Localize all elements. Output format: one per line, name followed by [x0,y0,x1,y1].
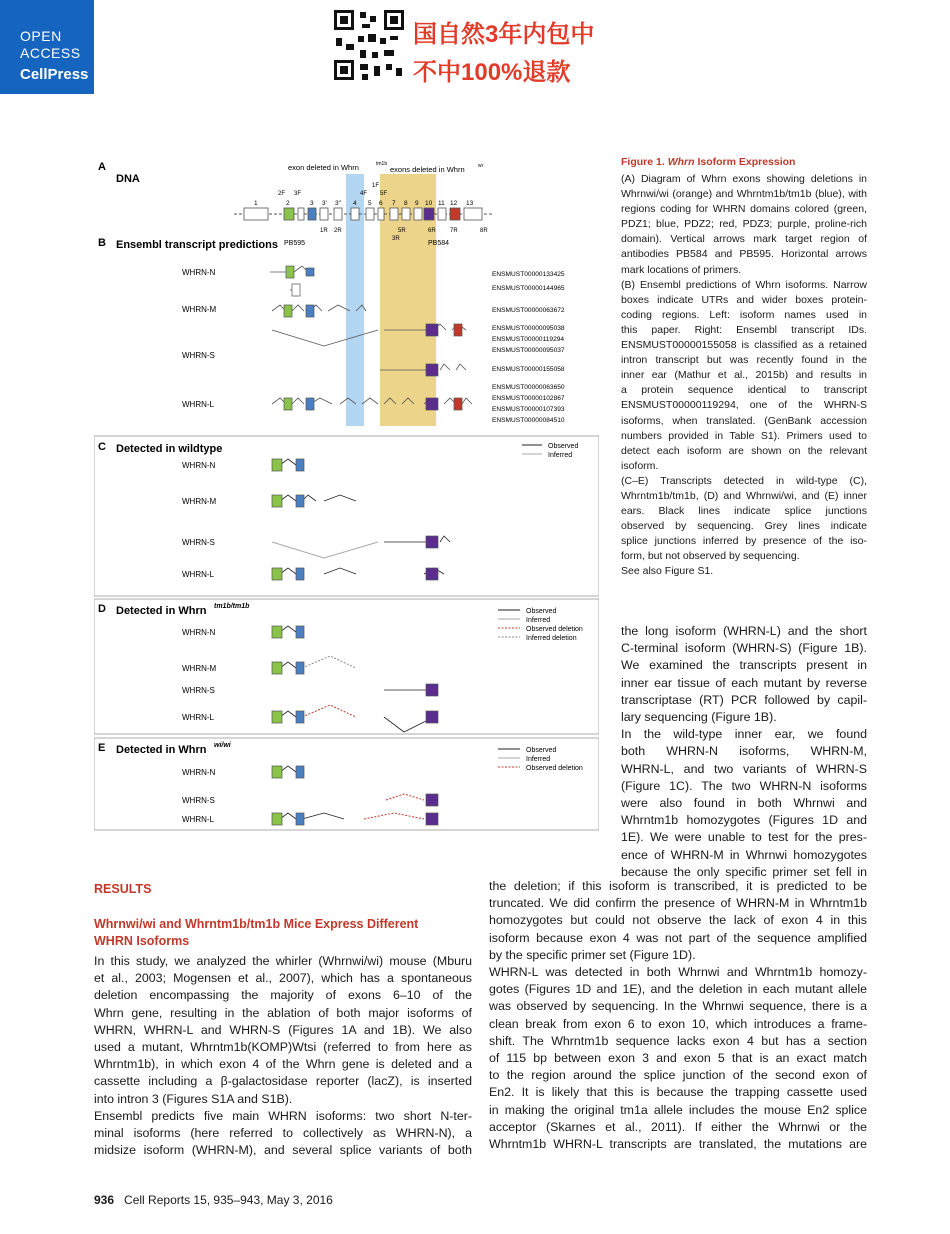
rtop-line: transcriptase (RT) PCR followed by capil- [621,692,867,707]
isoform-c-l: WHRN-L [182,570,214,579]
cap-line: (B) Ensembl predictions of Whrn isoforms. Narrow [621,278,867,291]
cap-line: Whrntm1b/tm1b, (D) and Whrnwi/wi, and (E) inner [621,489,867,502]
primer-5r: 5R [398,228,406,234]
dna-exon-8 [402,208,410,220]
antibody-pb584: PB584 [428,240,450,247]
cap-line: splice junctions inferred by presence of the iso- [621,535,867,548]
b-l-exon-10 [426,398,438,410]
page-footer [94,1193,333,1207]
primer-6r: 6R [428,228,436,234]
isoform-b-s: WHRN-S [182,351,215,360]
panel-letter-d: D [98,603,106,615]
dna-exon-4 [351,208,359,220]
band-sup-tm1b: tm1b [376,161,388,167]
rtop-line: ence of WHRN-M in Whrnwi homozygotes [621,847,867,862]
e-n-junctions [280,766,296,772]
cap-line: ENSMUST00000155058 is classified as a retained [621,339,867,352]
cap-line: boxes indicate UTRs and wider boxes protein- [621,293,867,306]
dna-exon-13 [464,208,482,220]
rbot-line: WHRN-L was detected in both Whrnwi and Whrntm1b homozy- [489,965,867,980]
rbot-line: shift. The Whrntm1b sequence lacks exon 4 but has a section [489,1033,867,1048]
cap-line: (C–E) Transcripts detected in wild-type (C), [621,474,867,487]
cap-line: ears. Black lines indicate splice junctions [621,505,867,518]
ensembl-id-5: ENSMUST00000119294 [492,336,565,343]
primer-2f: 2F [278,191,286,197]
b-s2-exon-10 [426,364,438,376]
legend-c-inferred: Inferred [548,452,573,459]
c-s-junctions [384,536,450,542]
exon-num-12: 12 [450,200,458,207]
ensembl-id-6: ENSMUST00000095037 [492,347,565,354]
cap-line: PDZ1; blue, PDZ2; red, PDZ3; purple, proline-rich [621,218,867,231]
dna-exon-1 [244,208,268,220]
e-l-junctions [280,813,344,819]
d-m-exon-2 [272,662,282,674]
isoform-e-s: WHRN-S [182,796,215,805]
b-l-exon-2 [284,398,292,410]
figure-1 [94,152,599,832]
isoform-b-l: WHRN-L [182,400,214,409]
exon-num-10: 10 [425,200,433,207]
d-n-exon-2 [272,626,282,638]
legend-e-inferred: Inferred [526,756,551,763]
access-label: ACCESS [20,45,81,61]
lbody-line: cassette including a β-galactosidase reporter (lacZ), is inserted [94,1074,472,1089]
legend-d-infdel: Inferred deletion [526,635,577,642]
panel-letter-a: A [98,161,106,173]
c-m-exon-2 [272,495,282,507]
panel-title-ensembl: Ensembl transcript predictions [116,239,278,251]
c-l-exon-3 [296,568,304,580]
panel-letter-c: C [98,441,106,453]
isoform-d-n: WHRN-N [182,628,216,637]
figure-caption [621,172,867,580]
primer-8r: 8R [480,228,488,234]
lbody-line: used a mutant, Whrntm1b(KOMP)Wtsi (referred to from here as [94,1040,472,1055]
cap-line: coding regions. Left: isoform names used in [621,308,867,321]
legend-c-observed: Observed [548,443,579,450]
rbot-line: clean break from exon 6 to exon 10, which introduces a frame- [489,1016,867,1031]
d-n-exon-3 [296,626,304,638]
primer-5f: 5F [380,191,388,197]
body-left [94,953,472,1159]
exon-num-5: 5 [368,200,372,207]
body-right-bottom [489,878,867,1153]
isoform-c-m: WHRN-M [182,497,217,506]
b-s-exon-10 [426,324,438,336]
section-subheading: Whrnwi/wi and Whrntm1b/tm1b Mice Express Different WHRN Isoforms [94,917,419,948]
dna-exon-3pp [334,208,342,220]
rbot-line: homozygotes but could not observe the lack of exon 4 in this [489,913,867,928]
cap-line: numbers provided in Table S1). Primers used to [621,429,867,442]
dna-exon-3 [308,208,316,220]
ensembl-id-3: ENSMUST00000063672 [492,307,565,314]
primer-2r: 2R [334,228,342,234]
cap-line: isoform. [621,459,659,472]
ensembl-id-9: ENSMUST00000102867 [492,395,565,402]
exon-num-7: 7 [392,200,396,207]
cap-line: observed by sequencing. Grey lines indicate [621,520,867,533]
open-label: OPEN [20,28,62,44]
open-access-badge [0,0,94,94]
rbot-line: En2. It is likely that this is because the trapping cassette used [489,1085,867,1100]
panel-title-dna: DNA [116,173,140,185]
rtop-line: C-terminal isoform (WHRN-S) (Figure 1B). [621,641,867,656]
c-m-exon-3 [296,495,304,507]
rtop-line: We examined the transcripts present in [621,658,867,673]
results-heading: RESULTS [94,882,152,896]
antibody-pb595: PB595 [284,240,306,247]
e-n-exon-2 [272,766,282,778]
cap-line: form, but not observed by sequencing. [621,550,800,563]
panel-title-wildtype: Detected in wildtype [116,443,223,455]
cap-line: mark locations of primers. [621,263,742,276]
lbody-line: minal isoforms (here referred to collectively as WHRN-N), a [94,1126,472,1141]
cap-line: detect each isoform are shown on the relevant [621,444,867,457]
exon-num-11: 11 [438,200,445,207]
panel-sup-tm1b: tm1b/tm1b [214,603,250,610]
rtop-line: were also found in both Whrnwi and [621,796,867,811]
lbody-line: In this study, we analyzed the whirler (Whrnwi/wi) mouse (Mburu [94,954,472,968]
rtop-line: because the only specific primer set fell in [621,864,867,879]
panel-title-tm1b: Detected in Whrn [116,605,207,617]
exon-num-6: 6 [379,200,383,207]
d-n-junctions [280,626,296,632]
exon-num-4: 4 [353,200,357,207]
ensembl-id-8: ENSMUST00000063650 [492,384,565,391]
lbody-line: midsize isoform (WHRN-M), and several splice variants of both [94,1143,472,1158]
band-label-tm1b: exon deleted in Whrn [288,163,359,172]
primer-3r: 3R [392,236,400,242]
legend-e-observed: Observed [526,747,557,754]
cap-line: ENSMUST00000119294, one of the WHRN-S [621,399,867,412]
ensembl-id-4: ENSMUST00000095038 [492,325,565,332]
panel-c-frame [94,436,599,596]
ad-line-1: 国自然3年内包中 [413,21,595,48]
lbody-line: et al., 2003; Mogensen et al., 2007), which has a spontaneous [94,971,472,986]
rbot-line: truncated. We did confirm the presence of WHRN-M in Whrntm1b [489,896,867,911]
publisher-logo: CellPress [20,66,89,83]
rtop-line: the long isoform (WHRN-L) and the short [621,624,867,638]
panel-d-frame [94,599,599,734]
panel-sup-wi: wi/wi [214,742,231,749]
rbot-line: isoform because exon 4 was not part of the sequence amplified [489,930,867,945]
cap-line: See also Figure S1. [621,565,714,578]
rbot-line: to the region around the splice junction of the second exon of [489,1068,867,1083]
dna-exon-3p [320,208,328,220]
rbot-line: in making the original tm1a allele includes the mouse En2 splice [489,1102,867,1117]
e-s-exon-10 [426,794,438,806]
rtop-line: Whrntm1b homozygotes (Figures 1D and [621,813,867,828]
lbody-line: Ensembl predicts five main WHRN isoforms: two short N-ter- [94,1108,472,1123]
primer-3f: 3F [294,191,302,197]
legend-d-obsdel: Observed deletion [526,626,583,633]
c-l-junctions [280,568,444,574]
dna-exon-12 [450,208,460,220]
journal-citation: Cell Reports 15, 935–943, May 3, 2016 [124,1193,333,1207]
panel-title-wi: Detected in Whrn [116,744,207,756]
cap-line: inner ear (Mathur et al., 2015b) and results in [621,369,867,382]
rtop-line: inner ear tissue of each mutant by reverse [621,675,867,690]
d-m-exon-3 [296,662,304,674]
cap-line: this paper. Right: Ensembl transcript IDs. [621,323,867,336]
primer-1f: 1F [372,183,380,189]
e-n-exon-3 [296,766,304,778]
dna-exon-10 [424,208,434,220]
body-right-top [621,623,867,881]
rbot-line: gotes (Figures 1D and 1E), and the deletion in each mutant allele [489,982,867,997]
legend-e-obsdel: Observed deletion [526,765,583,772]
cap-line: isoforms, when translated. (GenBank accession [621,414,867,427]
b-l-exon-3 [306,398,314,410]
dna-exon-5 [366,208,374,220]
d-m-junctions [280,662,296,668]
cap-line: domain). Vertical arrows mark target region of [621,233,867,246]
isoform-c-n: WHRN-N [182,461,216,470]
panel-letter-e: E [98,742,106,754]
c-l-exon-2 [272,568,282,580]
exon-num-1: 1 [254,200,258,207]
lbody-line: WHRN, WHRN-L and WHRN-S (Figures 1A and 1B). We also [94,1022,472,1037]
isoform-b-n: WHRN-N [182,268,216,277]
b-l-junctions [272,398,472,404]
rtop-line: WHRN-L, and two variants of WHRN-S [621,761,867,776]
rtop-line: 1E). We were unable to test for the pres- [621,830,867,845]
lbody-line: deletion encompassing the majority of exons 6–10 of the [94,988,472,1003]
c-n-junctions [280,459,296,465]
b-m-exon-2 [284,305,292,317]
rbot-line: by the specific primer set (Figure 1D). [489,947,696,962]
cap-line: intron transcript but was recently found in the [621,354,867,367]
ensembl-id-10: ENSMUST00000107393 [492,406,565,413]
isoform-e-l: WHRN-L [182,815,214,824]
c-m-junctions [280,495,356,501]
exon-num-3pp: 3" [335,200,341,207]
primer-4f: 4F [360,191,368,197]
d-l-observed-deletion [302,705,356,717]
ad-line-2: 不中100%退款 [413,59,571,86]
isoform-d-s: WHRN-S [182,686,215,695]
exon-num-3p: 3' [322,200,327,207]
band-sup-wi: wi [478,163,483,169]
cap-line: regions coding for WHRN domains colored (green, [621,203,867,216]
isoform-d-l: WHRN-L [182,713,214,722]
c-s-inferred-junction [272,542,378,558]
legend-d-observed: Observed [526,608,557,615]
exon-num-2: 2 [286,200,290,207]
dna-exon-7 [390,208,398,220]
c-n-exon-2 [272,459,282,471]
b-l-exon-12 [454,398,462,410]
e-l-exon-3 [296,813,304,825]
rtop-line: lary sequencing (Figure 1B). [621,710,777,725]
d-l-exon-2 [272,711,282,723]
ensembl-id-1: ENSMUST00000133425 [492,271,565,278]
rbot-line: was observed by sequencing. In the Whrnwi sequence, there is a [489,999,867,1014]
legend-d-inferred: Inferred [526,617,551,624]
d-l-exon-10 [426,711,438,723]
cap-line: Whrnwi/wi (orange) and Whrntm1b/tm1b (blue), with [621,188,867,201]
e-l-exon-2 [272,813,282,825]
isoform-d-m: WHRN-M [182,664,217,673]
d-l-exon-3 [296,711,304,723]
c-n-exon-3 [296,459,304,471]
rtop-line: In the wild-type inner ear, we found [621,727,867,742]
e-l-observed-deletion [364,813,424,819]
cap-line: antibodies PB584 and PB595. Horizontal arrows [621,248,867,261]
exon-num-8: 8 [404,200,408,207]
exon-num-9: 9 [415,200,419,207]
b-n2-exon [292,284,300,296]
dna-exon-6 [378,208,384,220]
rbot-line: the deletion; if this isoform is transcribed, it is predicted to be [489,879,867,893]
ensembl-id-2: ENSMUST00000144965 [492,285,565,292]
isoform-e-n: WHRN-N [182,768,216,777]
b-m-exon-3 [306,305,314,317]
band-label-wi: exons deleted in Whrn [390,165,465,174]
dna-exon-x [298,208,304,220]
e-s-observed-deletion [386,794,424,800]
caption-title: Figure 1. Whrn Isoform Expression [621,156,796,168]
page-number: 936 [94,1193,115,1207]
panel-letter-b: B [98,237,106,249]
b-n-exon-2 [286,266,294,278]
lbody-line: Whrn gene, resulting in the ablation of both major isoforms of [94,1005,472,1020]
exon-num-3: 3 [310,200,314,207]
c-l-exon-10 [426,568,438,580]
exon-num-13: 13 [466,200,474,207]
qr-code-icon [332,8,406,82]
primer-7r: 7R [450,228,458,234]
cap-line: a protein sequence identical to transcript [621,384,867,397]
ensembl-id-7: ENSMUST00000155058 [492,366,565,373]
d-s-exon-10 [426,684,438,696]
rbot-line: of 115 bp between exon 3 and exon 5 that is an exact match [489,1051,867,1066]
ensembl-id-11: ENSMUST00000084510 [492,417,565,424]
rtop-line: both WHRN-N isoforms, WHRN-M, [621,744,867,759]
d-m-inferred-deletion [302,656,356,668]
cap-line: (A) Diagram of Whrn exons showing deletions in [621,173,867,185]
dna-exon-11 [438,208,446,220]
isoform-c-s: WHRN-S [182,538,215,547]
dna-exon-2 [284,208,294,220]
dna-exon-9 [414,208,422,220]
lbody-line: Whrntm1b), in which exon 4 of the Whrn gene is deleted and a [94,1057,472,1072]
isoform-b-m: WHRN-M [182,305,217,314]
e-l-exon-10 [426,813,438,825]
primer-1r: 1R [320,228,328,234]
lbody-line: into intron 3 (Figures S1A and S1B). [94,1091,293,1106]
rbot-line: Whrntm1b WHRN-L transcripts are translated, the mutations are [489,1137,867,1152]
b-n-exon-3 [306,268,314,276]
rtop-line: (Figure 1C). The two WHRN-N isoforms [621,778,867,793]
b-s-exon-12 [454,324,462,336]
rbot-line: acceptor (Skarnes et al., 2011). If either the Whrnwi or the [489,1119,867,1134]
c-s-exon-10 [426,536,438,548]
